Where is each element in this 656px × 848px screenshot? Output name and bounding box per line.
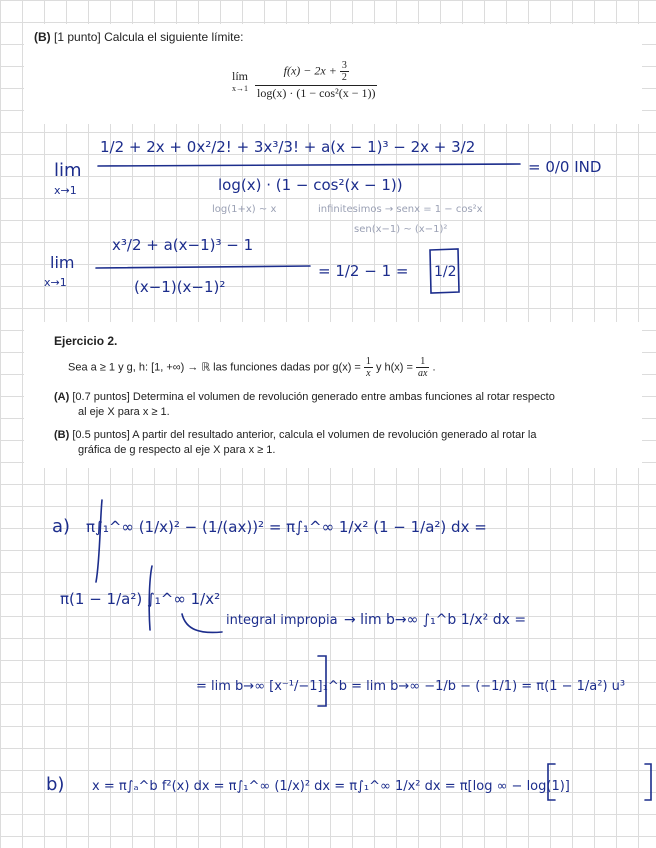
intro-pre: Sea a ≥ 1 y g, h: [1, +∞) → ℝ las funciones dadas por g(x) = bbox=[68, 361, 364, 374]
hw-lim2-word: lim bbox=[50, 253, 75, 272]
intro-mid: y h(x) = bbox=[375, 361, 417, 374]
lim2-fraction-bar bbox=[96, 266, 310, 268]
hw-note2: infinitesimos → senx = 1 − cos²x bbox=[318, 204, 483, 215]
hw-lim2-num: x³/2 + a(x−1)³ − 1 bbox=[112, 236, 254, 254]
hw-lim2-result: = 1/2 − 1 = bbox=[318, 262, 409, 280]
hw-note3: sen(x−1) ~ (x−1)² bbox=[354, 224, 448, 235]
integral-sign-a1 bbox=[96, 500, 102, 582]
hw-lim1-word: lim bbox=[54, 160, 82, 181]
part-a-points: [0.7 puntos] bbox=[72, 391, 130, 403]
g-num: 1 bbox=[365, 356, 371, 367]
hw-lim1-result: = 0/0 IND bbox=[528, 158, 602, 176]
h-den: ax bbox=[418, 368, 428, 379]
lim-word: lím bbox=[232, 68, 249, 83]
frac-top: 3 bbox=[341, 60, 347, 71]
bracket-b-right bbox=[645, 764, 651, 800]
hw-a-line1: π∫₁^∞ (1/x)² − (1/(ax))² = π∫₁^∞ 1/x² (1 − 1/a²) dx = bbox=[86, 518, 487, 536]
lim-sub: x→1 bbox=[232, 83, 248, 93]
hw-b-label: b) bbox=[46, 774, 65, 795]
part-b2-line2: gráfica de g respecto al eje X para x ≥ 1. bbox=[78, 444, 276, 456]
hw-a-line2-note: integral impropia bbox=[226, 613, 338, 628]
hw-a-label: a) bbox=[52, 516, 71, 537]
hw-lim2-boxed: 1/2 bbox=[434, 264, 457, 280]
g-den: x bbox=[366, 368, 371, 379]
hw-lim1-sub: x→1 bbox=[54, 184, 77, 197]
part-b-label: (B) bbox=[34, 30, 51, 44]
part-a-label: (A) bbox=[54, 391, 70, 403]
hw-a-line2-pre: π(1 − 1/a²) ∫₁^∞ 1/x² bbox=[60, 590, 221, 608]
hw-lim2-sub: x→1 bbox=[44, 276, 67, 289]
arrow-impropia bbox=[182, 614, 222, 632]
part-b2-points: [0.5 puntos] bbox=[72, 429, 130, 441]
hw-lim1-num: 1/2 + 2x + 0x²/2! + 3x³/3! + a(x − 1)³ − 2x + 3/2 bbox=[100, 138, 476, 156]
hw-lim2-den: (x−1)(x−1)² bbox=[134, 278, 226, 296]
frac-bottom: 2 bbox=[341, 72, 347, 83]
hw-a-line3: = lim b→∞ [x⁻¹/−1]₁^b = lim b→∞ −1/b − (−1/1) = π(1 − 1/a²) u³ bbox=[196, 679, 626, 694]
limit-numerator-text: f(x) − 2x + bbox=[283, 63, 340, 78]
part-a-text1: Determina el volumen de revolución generado entre ambas funciones al rotar respecto bbox=[132, 391, 555, 403]
limit-denominator: log(x) · (1 − cos²(x − 1)) bbox=[257, 86, 376, 100]
part-a-line2: al eje X para x ≥ 1. bbox=[78, 406, 170, 418]
hw-note1: log(1+x) ~ x bbox=[212, 204, 277, 215]
exercise2-title: Ejercicio 2. bbox=[54, 334, 118, 348]
lim1-fraction-bar bbox=[98, 164, 520, 166]
part-b-points: [1 punto] bbox=[54, 30, 101, 44]
hw-a-line2-post: → lim b→∞ ∫₁^b 1/x² dx = bbox=[344, 612, 527, 628]
part-b2-text1: A partir del resultado anterior, calcula el volumen de revolución generado al rotar la bbox=[132, 429, 537, 441]
hw-lim1-den: log(x) · (1 − cos²(x − 1)) bbox=[218, 176, 403, 194]
hw-b-line: x = π∫ₐ^b f²(x) dx = π∫₁^∞ (1/x)² dx = π∫₁^∞ 1/x² dx = π[log ∞ − log(1)] bbox=[92, 779, 570, 794]
part-b-text: Calcula el siguiente límite: bbox=[104, 30, 244, 44]
part-b2-label: (B) bbox=[54, 429, 70, 441]
h-num: 1 bbox=[416, 356, 429, 368]
intro-end: . bbox=[432, 361, 436, 374]
